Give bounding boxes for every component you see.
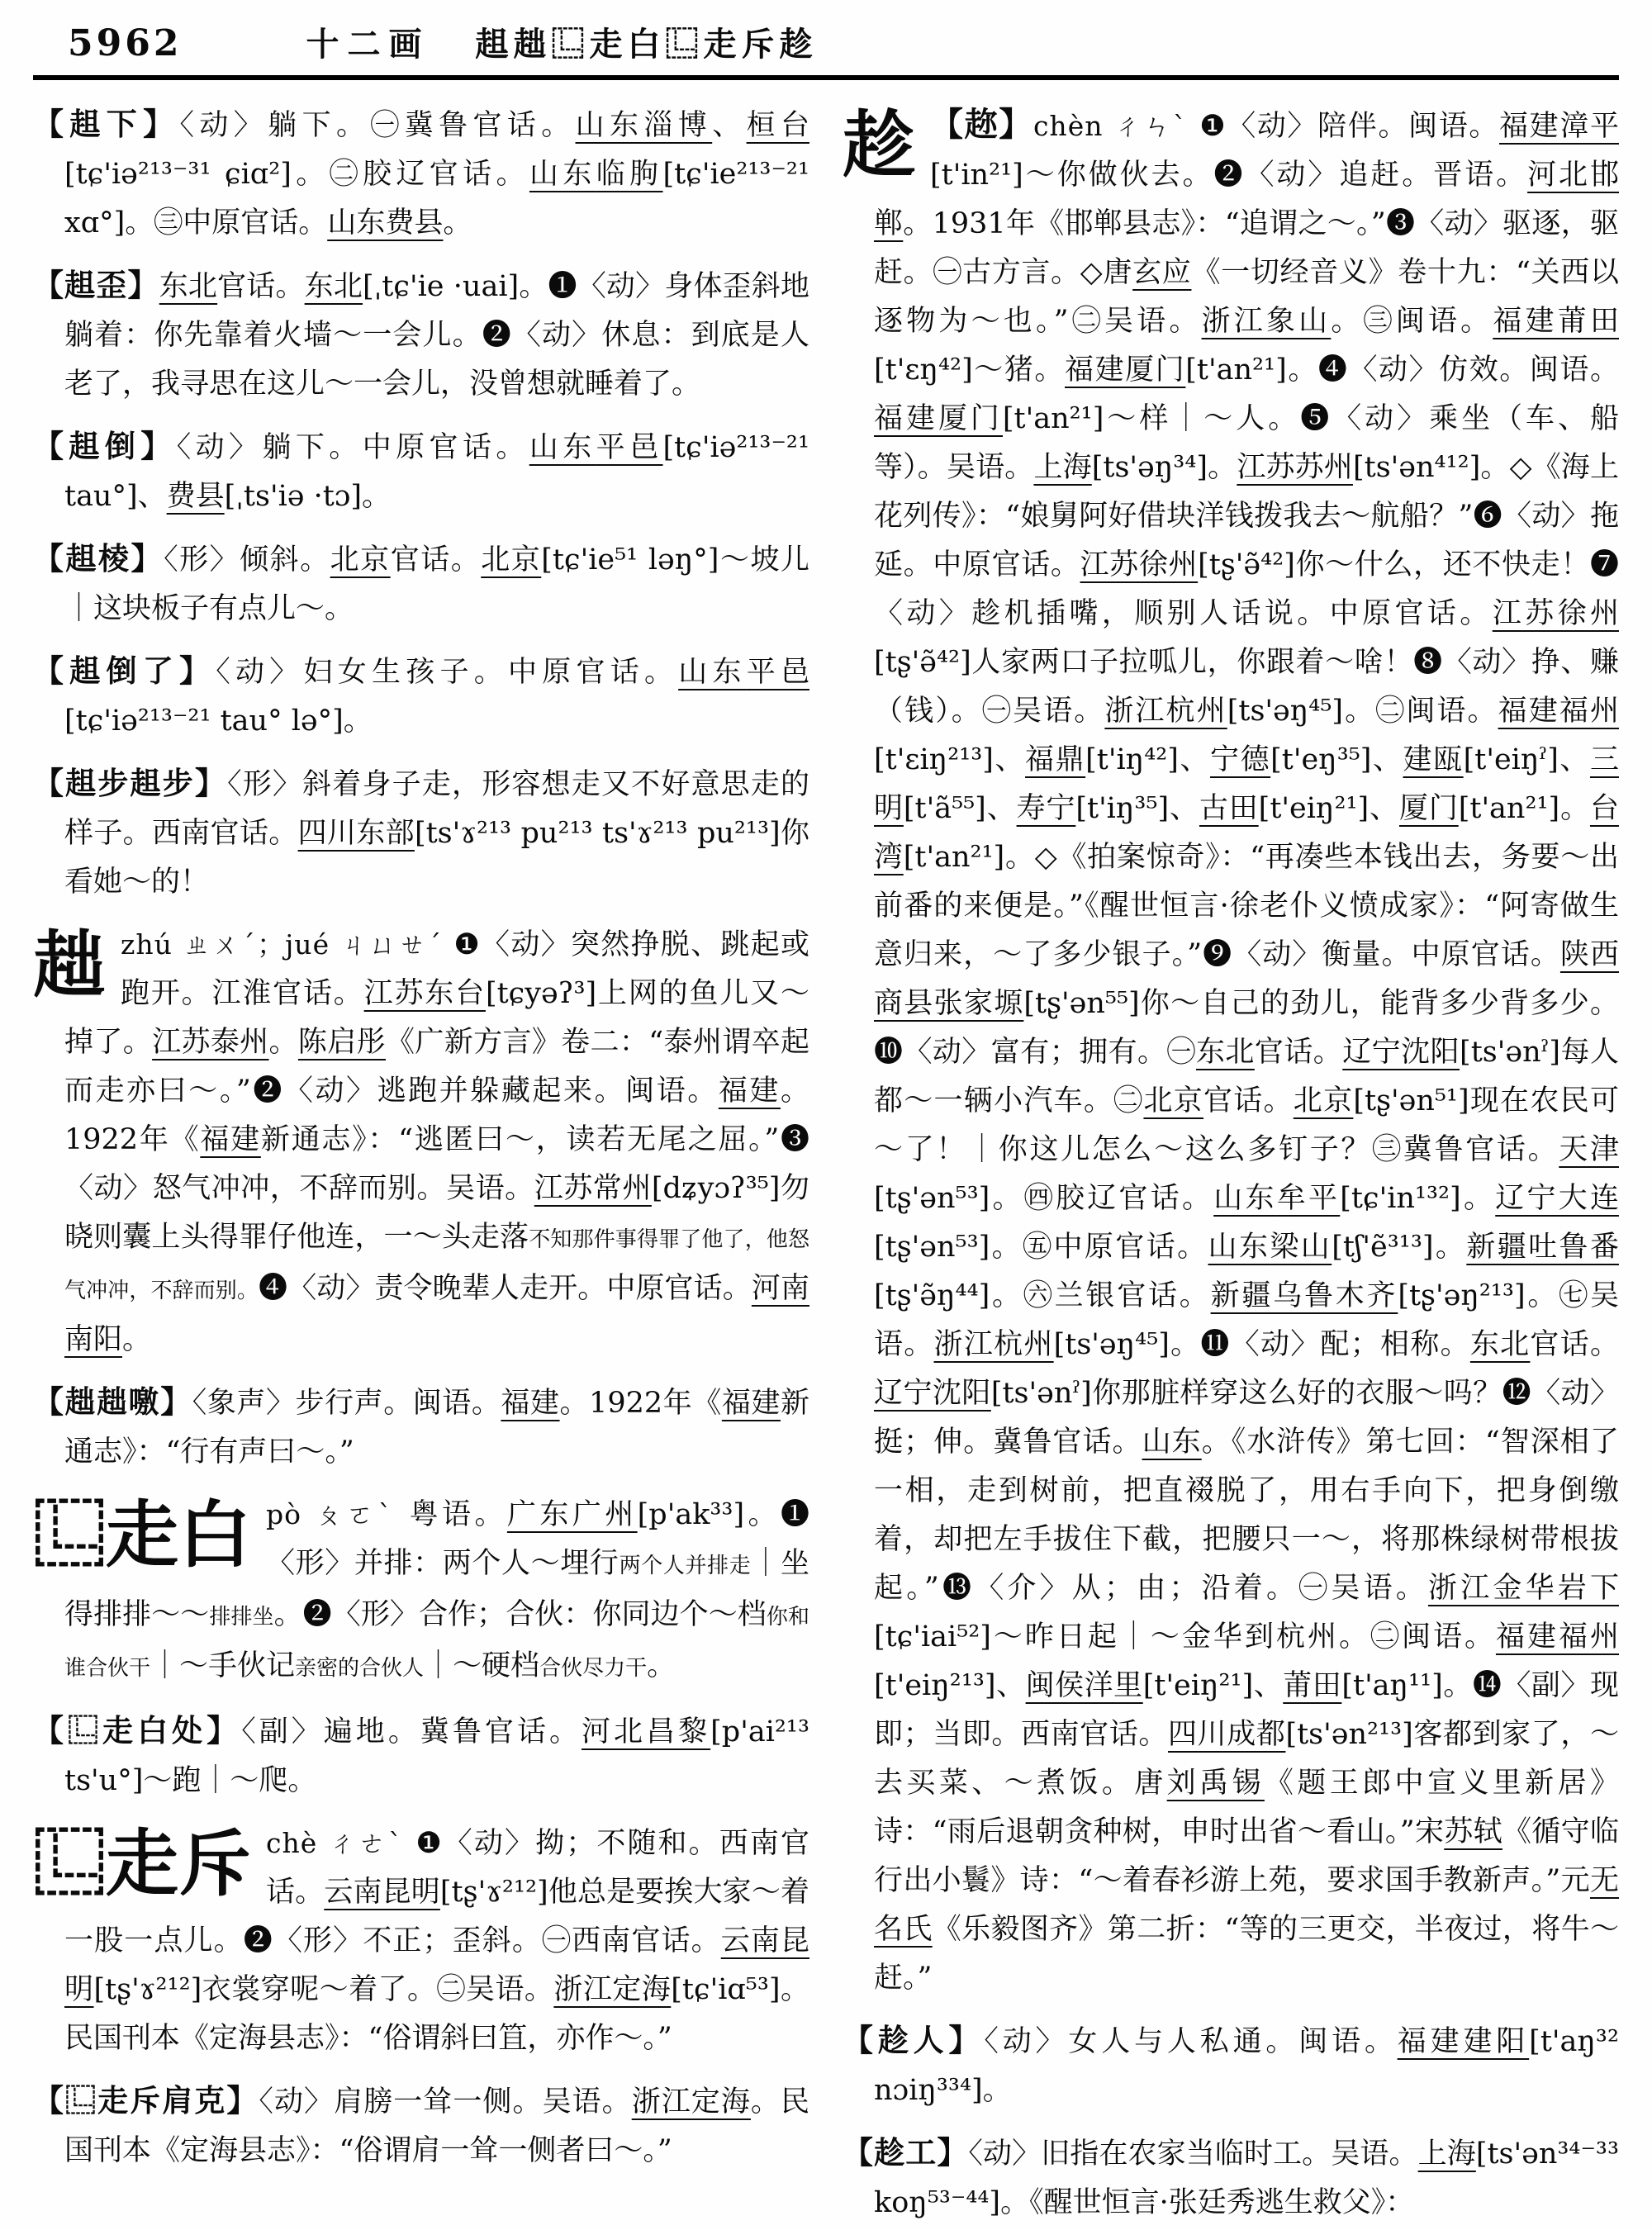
headword: 【趄棱】 bbox=[33, 540, 164, 576]
entry-text: ❶〈动〉拗；不随和。西南官话。云南昆明[tʂ'ɤ²¹²]他总是要挨大家～着一股一点儿。❷〈形〉不正；歪斜。㊀西南官话。云南昆明[tʂ'ɤ²¹²]衣裳穿呢～着了。㊁吴语。浙江定海[tɕ'iɑ⁵³]。民国刊本《定海县志》：“俗谓斜曰笡，亦作～。” bbox=[64, 1827, 809, 2055]
right-column bbox=[843, 97, 1619, 2230]
entry-text: 东北官话。东北[ˌtɕ'ie ·uai]。❶〈动〉身体歪斜地躺着：你先靠着火墙～一会儿。❷〈动〉休息：到底是人老了，我寻思在这儿～一会儿，没曾想就睡着了。 bbox=[64, 270, 809, 401]
inline-gloss: 你和谁合伙干 bbox=[64, 1605, 809, 1681]
dictionary-entry bbox=[843, 2128, 1619, 2228]
headword: 【⿺走斥肩克】 bbox=[33, 2082, 259, 2118]
dictionary-entry bbox=[33, 1490, 809, 1693]
entry-text: 〈动〉旧指在农家当临时工。吴语。上海[ts'ən³⁴⁻³³ koŋ⁵³⁻⁴⁴]。《醒世恒言·张廷秀逃生救父》： bbox=[874, 2137, 1619, 2219]
pronunciation: chèn ㄔㄣˋ bbox=[1032, 110, 1200, 142]
dictionary-entry bbox=[33, 920, 809, 1364]
dictionary-entry bbox=[843, 2016, 1619, 2115]
dictionary-entry bbox=[33, 261, 809, 409]
page-number: 5962 bbox=[68, 22, 183, 64]
entry-text: 〈动〉躺下。㊀冀鲁官话。山东淄博、桓台[tɕ'iə²¹³⁻³¹ ɕiɑ²]。㊁胶辽官话。山东临朐[tɕ'ie²¹³⁻²¹ xɑ°]。㊂中原官话。山东费县。 bbox=[64, 109, 809, 240]
dictionary-entry bbox=[33, 1706, 809, 1805]
dictionary-entry bbox=[33, 1819, 809, 2063]
variant-form: 【趂】 bbox=[930, 105, 1033, 144]
page-header bbox=[33, 18, 1619, 65]
text-columns bbox=[33, 97, 1619, 2230]
headword: 【趄下】 bbox=[33, 106, 180, 142]
stroke-count-section: 十二画 bbox=[306, 25, 430, 64]
entry-text: ❶〈动〉陪伴。闽语。福建漳平[t'in²¹]～你做伙去。❷〈动〉追赶。晋语。河北邯郸。1931年《邯郸县志》：“追谓之～。”❸〈动〉驱逐，驱赶。㊀古方言。◇唐玄应《一切经音义》卷十九：“关西以逐物为～也。”㊁吴语。浙江象山。㊂闽语。福建莆田[t'ɛŋ⁴²]～猪。福建厦门[t'an²¹]。❹〈动〉仿效。闽语。福建厦门[t'an²¹]～样｜～人。❺〈动〉乘坐（车、船等）。吴语。上海[ts'əŋ³⁴]。江苏苏州[ts'ən⁴¹²]。◇《海上花列传》：“娘舅阿好借块洋钱拨我去～航船？”❻〈动〉拖延。中原官话。江苏徐州[tʂ'ə̃⁴²]你～什么，还不快走！❼〈动〉趁机插嘴，顺别人话说。中原官话。江苏徐州[tʂ'ə̃⁴²]人家两口子拉呱儿，你跟着～啥！❽〈动〉挣、赚（钱）。㊀吴语。浙江杭州[ts'əŋ⁴⁵]。㊁闽语。福建福州[t'ɛiŋ²¹³]、福鼎[t'iŋ⁴²]、宁德[t'eŋ³⁵]、建瓯[t'eiŋˀ]、三明[t'ã⁵⁵]、寿宁[t'iŋ³⁵]、古田[t'eiŋ²¹]、厦门[t'an²¹]。台湾[t'an²¹]。◇《拍案惊奇》：“再凑些本钱出去，务要～出前番的来便是。”《醒世恒言·徐老仆义愤成家》：“阿寄做生意归来，～了多少银子。”❾〈动〉衡量。中原官话。陕西商县张家塬[tʂ'ən⁵⁵]你～自己的劲儿，能背多少背多少。❿〈动〉富有；拥有。㊀东北官话。辽宁沈阳[ts'ənˀ]每人都～一辆小汽车。㊁北京官话。北京[tʂ'ən⁵¹]现在农民可～了！｜你这儿怎么～这么多钉子？㊂冀鲁官话。天津[tʂ'ən⁵³]。㊃胶辽官话。山东牟平[tɕ'in¹³²]。辽宁大连[tʂ'ən⁵³]。㊄中原官话。山东梁山[tʃ'ẽ³¹³]。新疆吐鲁番[tʂ'ə̃ŋ⁴⁴]。㊅兰银官话。新疆乌鲁木齐[tʂ'əŋ²¹³]。㊆吴语。浙江杭州[ts'əŋ⁴⁵]。⓫〈动〉配；相称。东北官话。辽宁沈阳[ts'ənˀ]你那脏样穿这么好的衣服～吗？⓬〈动〉挺；伸。冀鲁官话。山东。《水浒传》第七回：“智深相了一相，走到树前，把直裰脱了，用右手向下，把身倒缴着，却把左手拔住下截，把腰只一～，将那株绿树带根拔起。”⓭〈介〉从；由；沿着。㊀吴语。浙江金华岩下[tɕ'iai⁵²]～昨日起｜～金华到杭州。㊁闽语。福建福州[t'eiŋ²¹³]、闽侯洋里[t'eiŋ²¹]、莆田[t'aŋ¹¹]。⓮〈副〉现即；当即。西南官话。四川成都[ts'ən²¹³]客都到家了，～去买菜、～煮饭。唐刘禹锡《题王郎中宣义里新居》诗：“雨后退朝贪种树，申时出省～看山。”宋苏轼《循守临行出小鬟》诗：“～着春衫游上苑，要求国手教新声。”元无名氏《乐毅图齐》第二折：“等的三更交，半夜过，将牛～赶。” bbox=[874, 110, 1619, 1995]
dictionary-entry bbox=[33, 534, 809, 633]
head-character: ⿺走白 bbox=[33, 1492, 252, 1578]
head-character: 趁 bbox=[843, 102, 916, 187]
entry-text: 〈形〉倾斜。北京官话。北京[tɕ'ie⁵¹ ləŋ°]～坡儿｜这块板子有点儿～。 bbox=[64, 543, 809, 625]
entry-text: 〈形〉斜着身子走，形容想走又不好意思走的样子。西南官话。四川东部[ts'ɤ²¹³ pu²¹³ ts'ɤ²¹³ pu²¹³]你看她～的！ bbox=[64, 768, 809, 899]
inline-gloss: 合伙尽力干 bbox=[539, 1656, 648, 1681]
dictionary-entry bbox=[33, 1378, 809, 1477]
headword: 【趄步趄步】 bbox=[33, 765, 228, 801]
entry-text: 〈象声〉步行声。闽语。福建。1922年《福建新通志》：“行有声曰～。” bbox=[64, 1387, 809, 1468]
head-character: 趉 bbox=[33, 922, 107, 1008]
headword: 【趄倒了】 bbox=[33, 652, 216, 689]
dictionary-entry bbox=[33, 100, 809, 248]
headword: 【趁人】 bbox=[843, 2022, 985, 2058]
pronunciation: zhú ㄓㄨˊ；jué ㄐㄩㄝˊ bbox=[121, 928, 454, 961]
dictionary-entry bbox=[33, 2076, 809, 2175]
inline-gloss: 不知那件事得罪了他了，他怒气冲冲，不辞而别。 bbox=[64, 1227, 809, 1303]
header-head-characters: 趄趉⿺走白⿺走斥趁 bbox=[475, 25, 818, 64]
entry-text: 粤语。广东广州[p'ak³³]。❶〈形〉并排：两个人～埋行两个人并排走｜坐得排排～～排排坐。❷〈形〉合作；合伙：你同边个～档你和谁合伙干｜～手伙记亲密的合伙人｜～硬档合伙尽力干。 bbox=[64, 1498, 809, 1682]
entry-text: 〈动〉女人与人私通。闽语。福建建阳[t'aŋ³² nɔiŋ³³⁴]。 bbox=[874, 2025, 1619, 2107]
pronunciation: chè ㄔㄜˋ bbox=[266, 1827, 416, 1859]
header-rule bbox=[33, 75, 1619, 80]
headword: 【趄歪】 bbox=[33, 267, 159, 303]
entry-text: 〈动〉肩膀一耸一侧。吴语。浙江定海。民国刊本《定海县志》：“俗谓肩一耸一侧者曰～。” bbox=[64, 2085, 809, 2167]
dictionary-entry bbox=[843, 100, 1619, 2003]
dictionary-entry bbox=[33, 647, 809, 746]
entry-text: 〈动〉妇女生孩子。中原官话。山东平邑[tɕ'iə²¹³⁻²¹ tau° lə°]。 bbox=[64, 656, 809, 738]
headword: 【趉趉噭】 bbox=[33, 1383, 192, 1420]
inline-gloss: 排排坐 bbox=[209, 1605, 274, 1630]
left-column bbox=[33, 97, 809, 2230]
entry-text: ❶〈动〉突然挣脱、跳起或跑开。江淮官话。江苏东台[tɕyəʔ³]上网的鱼儿又～掉了。江苏泰州。陈启彤《广新方言》卷二：“泰州谓卒起而走亦曰～。”❷〈动〉逃跑并躲藏起来。闽语。福建。1922年《福建新通志》：“逃匿曰～，读若无尾之屈。”❸〈动〉怒气冲冲，不辞而别。吴语。江苏常州[dʑyɔʔ³⁵]勿晓则囊上头得罪仔他连，一～头走落不知那件事得罪了他了，他怒气冲冲，不辞而别。❹〈动〉责令晚辈人走开。中原官话。河南南阳。 bbox=[64, 928, 809, 1356]
inline-gloss: 亲密的合伙人 bbox=[295, 1656, 425, 1681]
head-character: ⿺走斥 bbox=[33, 1820, 252, 1906]
pronunciation: pò ㄆㄛˋ bbox=[266, 1498, 410, 1530]
entry-text: 〈副〉遍地。冀鲁官话。河北昌黎[p'ai²¹³ ts'u°]～跑｜～爬。 bbox=[64, 1715, 809, 1797]
dictionary-entry bbox=[33, 422, 809, 521]
headword: 【⿺走白处】 bbox=[33, 1712, 242, 1748]
entry-text: 〈动〉躺下。中原官话。山东平邑[tɕ'iə²¹³⁻²¹ tau°]、费县[ˌts'iə ·tɔ]。 bbox=[64, 431, 809, 513]
headword: 【趄倒】 bbox=[33, 428, 177, 464]
dictionary-entry bbox=[33, 759, 809, 907]
headword: 【趁工】 bbox=[843, 2134, 969, 2171]
inline-gloss: 两个人并排走 bbox=[619, 1554, 752, 1578]
